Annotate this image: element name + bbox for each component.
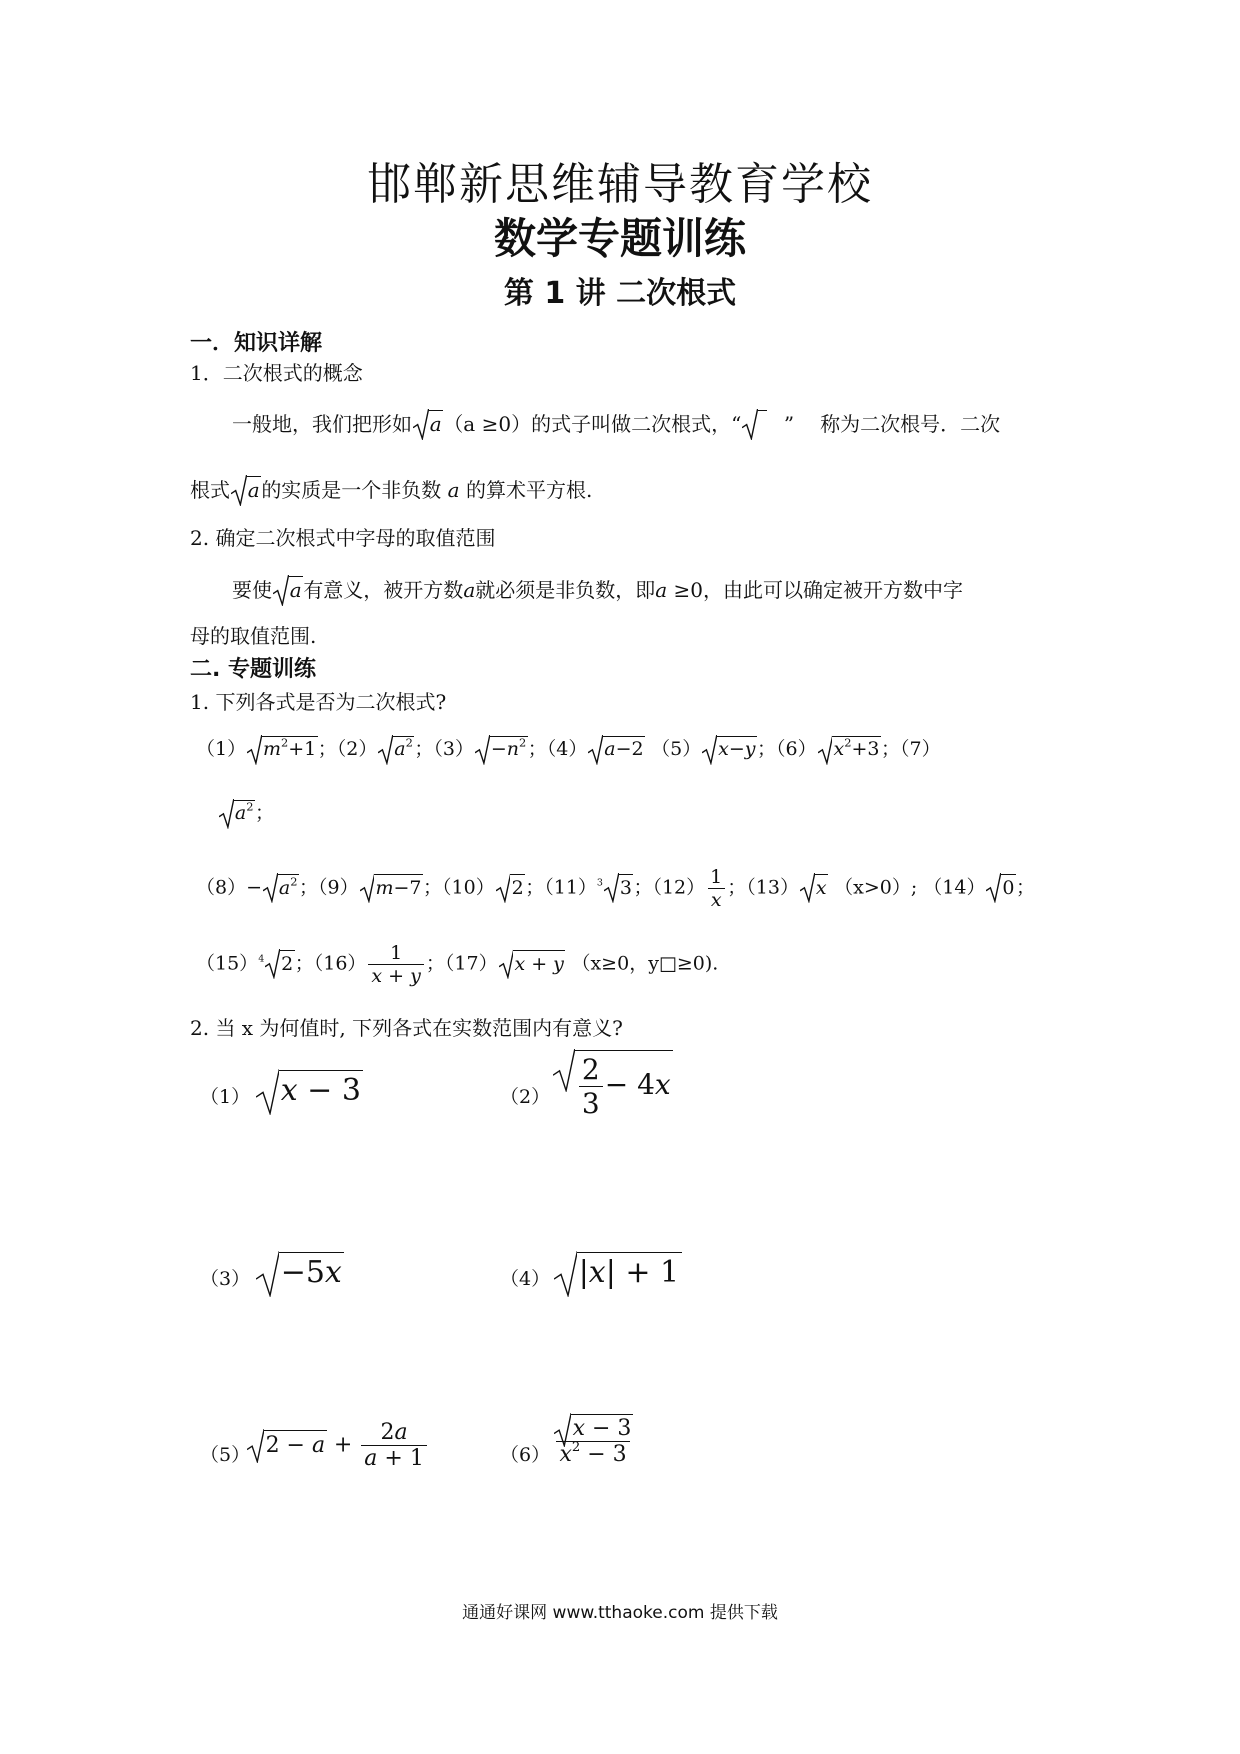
concept-paragraph-line1: 一般地，我们把形如 a（a ≥0）的式子叫做二次根式，“ ” 称为二次根号．二次 (232, 408, 1000, 437)
sqrt-expression: a−2 (588, 736, 645, 760)
sqrt-expression: $\frac{2}{3}$ − 4x (553, 1050, 673, 1120)
question1-row1: （1） $m^2+1$；（2） $a^2$；（3） $-n^2$；（4） a−2 （5） x−y；（6） $x^2+3$；（7） (196, 734, 941, 761)
school-title: 邯郸新思维辅导教育学校 (367, 159, 873, 210)
question2-item4: （4） (500, 1268, 551, 1290)
sqrt-a-expression: a (273, 576, 303, 602)
sqrt-expression: m−7 (360, 874, 424, 898)
question2-item2: （2） (500, 1086, 551, 1108)
sqrt-expression: $x^2+3$ (818, 736, 881, 760)
sqrt-expression: $m^2+1$ (247, 736, 318, 760)
footer-source: 通通好课网 www.tthaoke.com 提供下载 (462, 1603, 778, 1623)
sqrt-expression: 2 − a (247, 1430, 327, 1457)
question2-item1-expr (254, 1070, 363, 1108)
sqrt-expression: 0 (986, 874, 1016, 898)
fraction-expression: $\frac{x - 3}{x^2 - 3}$ (550, 1414, 636, 1467)
sqrt-expression: 3 (604, 874, 634, 898)
question2-item3: （3） (200, 1268, 251, 1290)
fraction-expression: $\frac{2a}{a + 1}$ (361, 1420, 427, 1471)
question2-item1: （1） (200, 1086, 251, 1108)
question2-item4-expr (552, 1252, 682, 1290)
section2-heading: 二. 专题训练 (190, 657, 317, 682)
sqrt-expression: x (800, 874, 828, 898)
concept-paragraph-line2: 根式 a的实质是一个非负数 a 的算术平方根. (190, 474, 592, 503)
question1-row3: $(15)^4$ 2；（16） $\frac{1}{x + y}$ ；（17） x + y （x≥0，y□≥0). (196, 942, 719, 987)
question2-item6: （6） (500, 1444, 551, 1466)
sqrt-expression: |x| + 1 (554, 1252, 682, 1290)
fraction-expression: $\frac{1}{x + y}$ (368, 942, 423, 987)
sqrt-expression: $-n^2$ (475, 736, 528, 760)
sqrt-expression: x − 3 (256, 1070, 364, 1108)
question1-prompt: 1. 下列各式是否为二次根式? (190, 690, 447, 714)
sqrt-expression: x−y (702, 736, 757, 760)
course-title: 数学专题训练 (493, 214, 746, 263)
fourth-root-expression: 4 (258, 952, 265, 964)
sqrt-expression: −5x (256, 1252, 345, 1290)
sqrt-expression: $a^2$ (378, 736, 414, 760)
question2-item5: （5） (200, 1444, 251, 1466)
range-paragraph-line2: 母的取值范围. (190, 624, 317, 648)
lecture-title: 第 1 讲 二次根式 (503, 276, 737, 311)
sqrt-a-expression: a (231, 476, 261, 502)
question2-item5-expr: 2 − a + $\frac{2a}{a + 1}$ (246, 1420, 429, 1471)
sqrt-expression: x + y (499, 950, 566, 974)
subsection-range: 2. 确定二次根式中字母的取值范围 (190, 526, 496, 550)
question1-item7-expr: $a^2$； (218, 798, 274, 825)
fraction-expression: $\frac{1}{x}$ (707, 866, 725, 911)
sqrt-a-expression: a (413, 410, 443, 436)
sqrt-expression: 2 (265, 950, 295, 974)
question2-item2-expr (552, 1050, 673, 1120)
question1-row2: （8）− $a^2$；（9） m−7；（10） 2；$(11)^3$ 3；（12） $\frac{1}{x}$ ；（13） x （x>0）; （14） 0； (196, 866, 1035, 911)
cube-root-expression: 3 (596, 876, 603, 888)
subsection-concept: 1．二次根式的概念 (190, 361, 363, 385)
question2-item6-expr (548, 1414, 638, 1467)
sqrt-expression: 2 (496, 874, 526, 898)
sqrt-expression: $a^2$ (263, 874, 299, 898)
question2-prompt: 2. 当 x 为何值时, 下列各式在实数范围内有意义? (190, 1016, 623, 1040)
radical-sign-symbol (742, 410, 784, 436)
range-paragraph-line1: 要使 a有意义，被开方数a就必须是非负数，即a ≥0，由此可以确定被开方数中字 (232, 574, 963, 603)
section1-heading: 一．知识详解 (190, 331, 323, 356)
question2-item3-expr (254, 1252, 344, 1290)
sqrt-expression: $a^2$ (219, 800, 255, 824)
